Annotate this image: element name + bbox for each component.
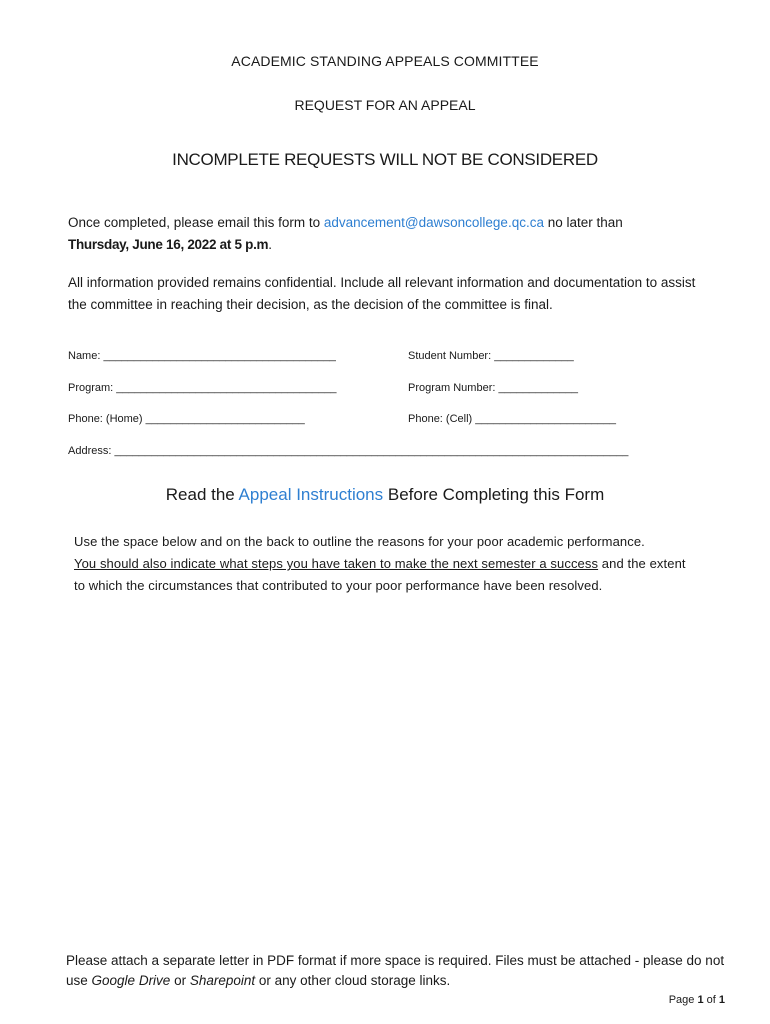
- committee-title: ACADEMIC STANDING APPEALS COMMITTEE: [231, 53, 539, 69]
- program-number-field[interactable]: Program Number: _____________: [408, 382, 579, 394]
- total-pages: 1: [718, 994, 725, 1006]
- address-field[interactable]: Address: ____________________________________________________________________________________: [68, 445, 629, 457]
- phone-home-field[interactable]: Phone: (Home) __________________________: [68, 413, 305, 425]
- explanation-underlined: You should also indicate what steps you have taken to make the next semester a success: [74, 556, 599, 571]
- google-drive-text: Google Drive: [91, 973, 171, 988]
- heading-pre: Read the: [165, 485, 239, 504]
- incomplete-warning: INCOMPLETE REQUESTS WILL NOT BE CONSIDERED: [172, 150, 598, 169]
- sharepoint-text: Sharepoint: [189, 973, 256, 988]
- intro-text: Once completed, please email this form to: [68, 215, 324, 230]
- explanation-line: Use the space below and on the back to outline the reasons for your poor academic performance.: [74, 534, 645, 549]
- submission-instructions: [68, 212, 708, 256]
- heading-post: Before Completing this Form: [383, 485, 605, 504]
- name-field[interactable]: Name: ______________________________________: [68, 350, 336, 362]
- intro-text-end: no later than: [543, 215, 623, 230]
- phone-cell-field[interactable]: Phone: (Cell) _______________________: [408, 413, 616, 425]
- confidentiality-notice: All information provided remains confidential. Include all relevant information and documentation to assist the committee in reaching their decision, as the decision of the committee is final.: [68, 275, 696, 312]
- explanation-rest: and the extent to which the circumstances that contributed to your poor performance have been resolved.: [74, 556, 686, 593]
- student-number-field[interactable]: Student Number: _____________: [408, 350, 574, 362]
- program-field[interactable]: Program: ____________________________________: [68, 382, 337, 394]
- appeal-explanation: [74, 531, 694, 597]
- page-indicator: [669, 994, 725, 1006]
- form-title: REQUEST FOR AN APPEAL: [294, 97, 476, 113]
- attachment-text: Please attach a separate letter in PDF format if more space is required. Files must be attached - please do not use: [66, 953, 725, 988]
- of-label: of: [703, 994, 719, 1006]
- appeal-instructions-link[interactable]: Appeal Instructions: [238, 485, 384, 504]
- or-text: or: [170, 973, 190, 988]
- deadline: Thursday, June 16, 2022 at 5 p.m: [68, 237, 269, 252]
- page-label: Page: [668, 994, 698, 1006]
- current-page: 1: [697, 994, 704, 1006]
- deadline-period: .: [268, 237, 273, 252]
- appeal-instructions-heading: [0, 485, 770, 505]
- attachment-note: [66, 951, 746, 991]
- email-link[interactable]: advancement@dawsoncollege.qc.ca: [323, 215, 544, 230]
- attachment-text-end: or any other cloud storage links.: [255, 973, 451, 988]
